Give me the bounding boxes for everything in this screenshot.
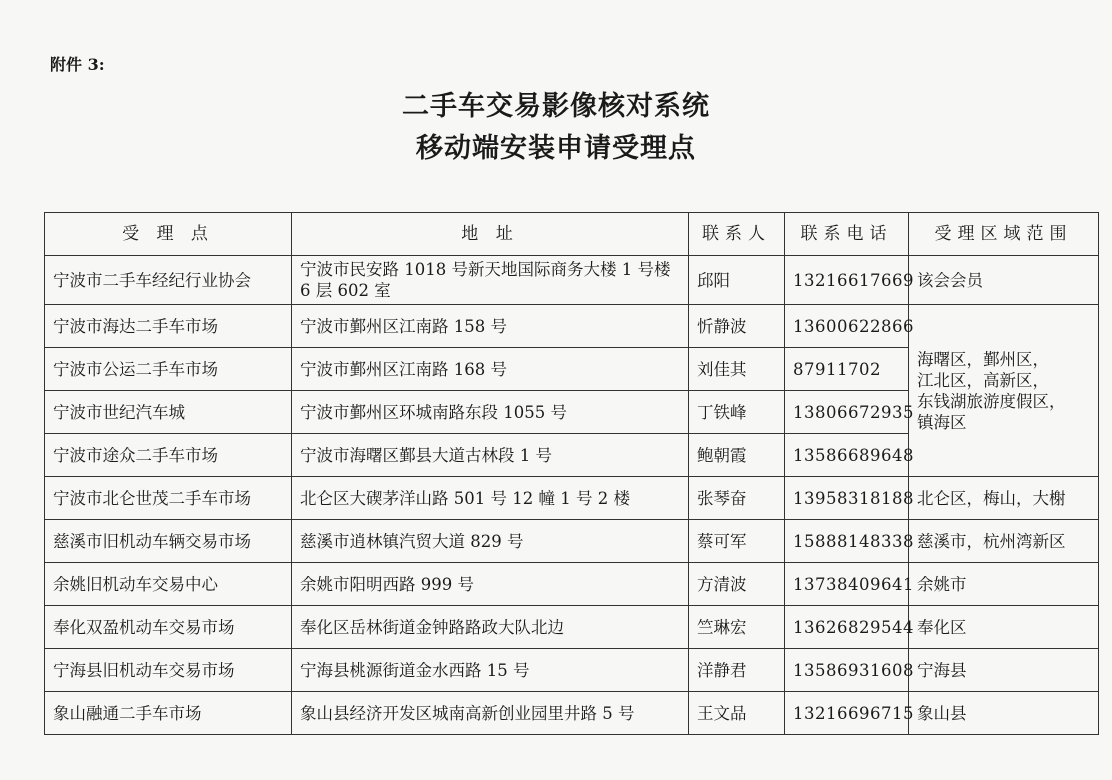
cell-phone: 13806672935 [785, 391, 909, 434]
cell-phone: 13586689648 [785, 434, 909, 477]
cell-contact: 张琴奋 [689, 477, 785, 520]
cell-phone: 13626829544 [785, 606, 909, 649]
cell-site: 宁波市海达二手车市场 [45, 305, 292, 348]
cell-site: 宁波市公运二手车市场 [45, 348, 292, 391]
table-row [45, 256, 1099, 305]
cell-phone: 15888148338 [785, 520, 909, 563]
cell-area: 北仑区，梅山，大榭 [909, 477, 1099, 520]
cell-site: 象山融通二手车市场 [45, 692, 292, 735]
cell-contact: 丁铁峰 [689, 391, 785, 434]
cell-address: 慈溪市逍林镇汽贸大道 829 号 [292, 520, 689, 563]
cell-contact: 王文品 [689, 692, 785, 735]
cell-area: 慈溪市，杭州湾新区 [909, 520, 1099, 563]
cell-site: 余姚旧机动车交易中心 [45, 563, 292, 606]
header-address: 地 址 [292, 213, 689, 256]
cell-contact: 刘佳其 [689, 348, 785, 391]
header-site: 受 理 点 [45, 213, 292, 256]
cell-site: 宁波市途众二手车市场 [45, 434, 292, 477]
table-row [45, 649, 1099, 692]
cell-area: 该会会员 [909, 256, 1099, 305]
cell-area: 奉化区 [909, 606, 1099, 649]
cell-contact: 鲍朝霞 [689, 434, 785, 477]
cell-area: 象山县 [909, 692, 1099, 735]
table-row [45, 606, 1099, 649]
table-row [45, 520, 1099, 563]
table-row [45, 563, 1099, 606]
cell-site: 宁波市二手车经纪行业协会 [45, 256, 292, 305]
cell-address: 奉化区岳林街道金钟路路政大队北边 [292, 606, 689, 649]
cell-area: 余姚市 [909, 563, 1099, 606]
header-phone: 联系电话 [785, 213, 909, 256]
header-contact: 联系人 [689, 213, 785, 256]
cell-phone: 13600622866 [785, 305, 909, 348]
cell-address: 宁海县桃源街道金水西路 15 号 [292, 649, 689, 692]
cell-site: 宁海县旧机动车交易市场 [45, 649, 292, 692]
title-line-1: 二手车交易影像核对系统 [402, 91, 710, 122]
cell-phone: 13958318188 [785, 477, 909, 520]
cell-phone: 13738409641 [785, 563, 909, 606]
table-header-row [45, 213, 1099, 256]
area-line: 镇海区 [917, 412, 967, 432]
cell-site: 宁波市世纪汽车城 [45, 391, 292, 434]
cell-contact: 忻静波 [689, 305, 785, 348]
cell-contact: 蔡可军 [689, 520, 785, 563]
title-line-2: 移动端安装申请受理点 [416, 133, 696, 164]
cell-address: 宁波市鄞州区环城南路东段 1055 号 [292, 391, 689, 434]
cell-phone: 87911702 [785, 348, 909, 391]
cell-site: 慈溪市旧机动车辆交易市场 [45, 520, 292, 563]
table-row [45, 477, 1099, 520]
acceptance-points-table [44, 212, 1099, 735]
area-line: 东钱湖旅游度假区， [917, 391, 1066, 411]
header-area: 受理区域范围 [909, 213, 1099, 256]
cell-address: 宁波市鄞州区江南路 168 号 [292, 348, 689, 391]
attachment-label: 附件 3: [50, 55, 105, 74]
area-line: 海曙区，鄞州区， [917, 349, 1049, 369]
cell-site: 宁波市北仑世茂二手车市场 [45, 477, 292, 520]
cell-site: 奉化双盈机动车交易市场 [45, 606, 292, 649]
table-row [45, 692, 1099, 735]
cell-area: 宁海县 [909, 649, 1099, 692]
cell-contact: 方清波 [689, 563, 785, 606]
cell-contact: 邱阳 [689, 256, 785, 305]
cell-phone: 13216696715 [785, 692, 909, 735]
cell-contact: 竺琳宏 [689, 606, 785, 649]
cell-phone: 13216617669 [785, 256, 909, 305]
cell-address: 宁波市海曙区鄞县大道古林段 1 号 [292, 434, 689, 477]
cell-address: 北仑区大碶茅洋山路 501 号 12 幢 1 号 2 楼 [292, 477, 689, 520]
cell-area-merged [909, 305, 1099, 477]
cell-address: 宁波市民安路 1018 号新天地国际商务大楼 1 号楼 6 层 602 室 [292, 256, 689, 305]
cell-contact: 洋静君 [689, 649, 785, 692]
cell-address: 宁波市鄞州区江南路 158 号 [292, 305, 689, 348]
cell-phone: 13586931608 [785, 649, 909, 692]
area-line: 江北区，高新区， [917, 370, 1049, 390]
cell-address: 余姚市阳明西路 999 号 [292, 563, 689, 606]
document-title [0, 86, 1112, 170]
table-row [45, 305, 1099, 348]
cell-address: 象山县经济开发区城南高新创业园里井路 5 号 [292, 692, 689, 735]
